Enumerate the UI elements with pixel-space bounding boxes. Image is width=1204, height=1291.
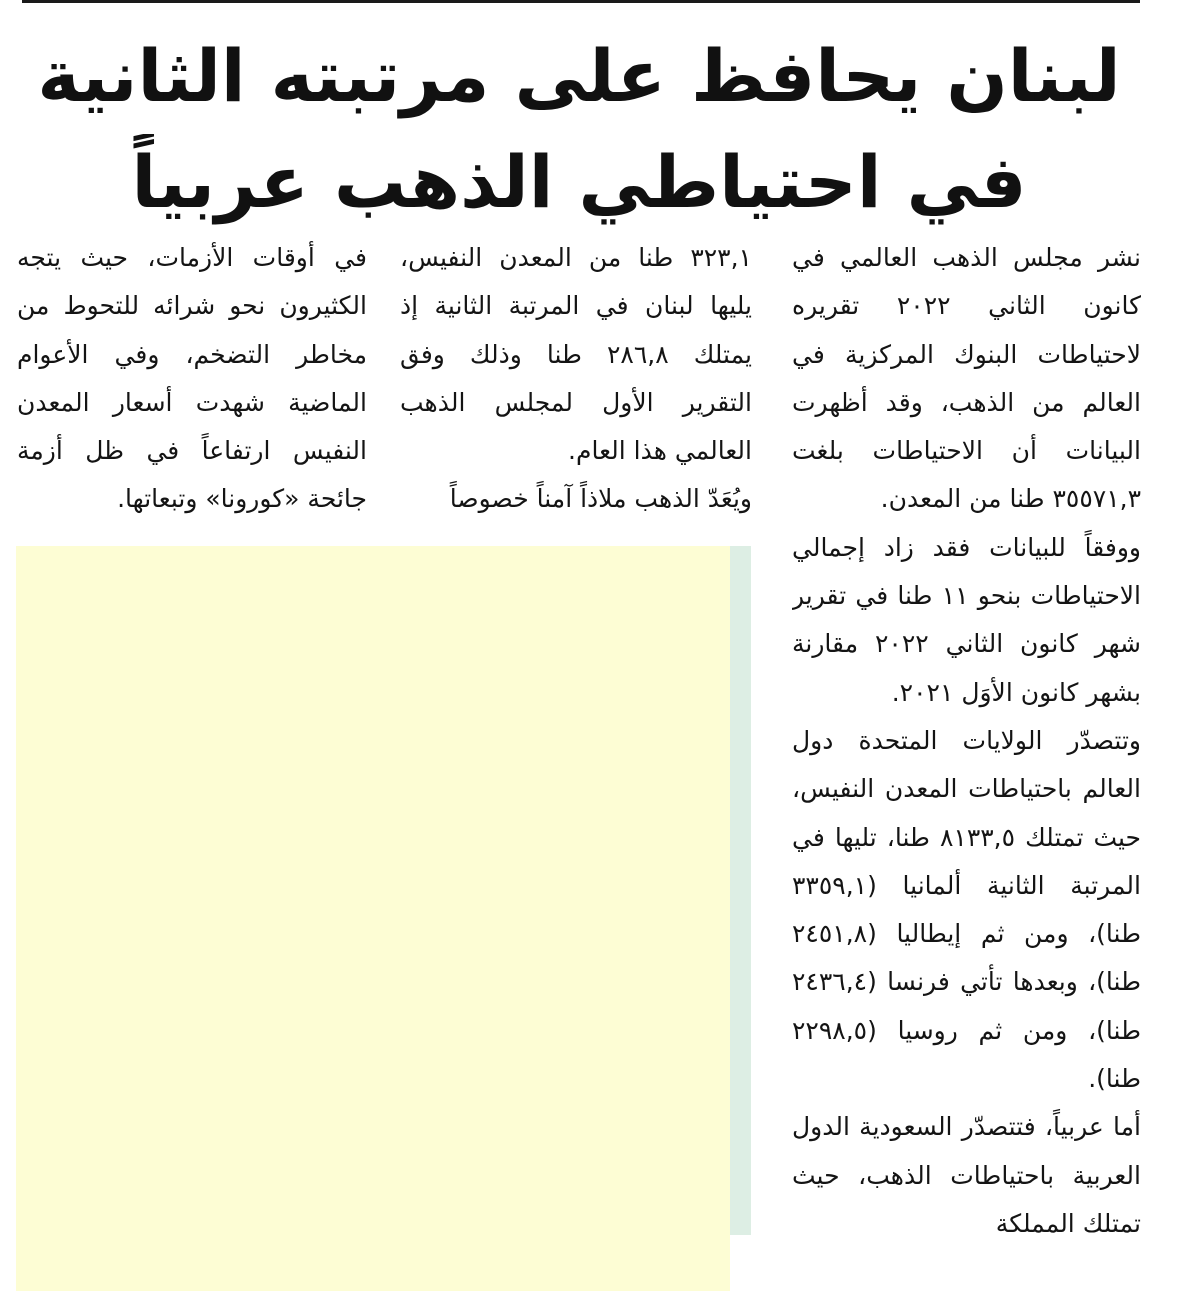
article-column-left <box>17 234 367 534</box>
headline-line-1: لبنان يحافظ على مرتبته الثانية <box>37 34 1121 118</box>
paragraph: وتتصدّر الولايات المتحدة دول العالم باحتياطات المعدن النفيس، حيث تمتلك ٨١٣٣,٥ طنا، تليها في المرتبة الثانية ألمانيا (٣٣٥٩,١ طنا)، ومن ثم إيطاليا (٢٤٥١,٨ طنا)، وبعدها تأتي فرنسا (٢٤٣٦,٤ طنا)، ومن ثم روسيا (٢٢٩٨,٥ طنا). <box>792 725 1141 1094</box>
paragraph: ٣٢٣,١ طنا من المعدن النفيس، يليها لبنان في المرتبة الثانية إذ يمتلك ٢٨٦,٨ طنا وذلك وفق التقرير الأول لمجلس الذهب العالمي هذا العام. <box>400 243 752 466</box>
article-column-middle <box>400 234 752 534</box>
paragraph: أما عربياً، فتتصدّر السعودية الدول العربية باحتياطات الذهب، حيث تمتلك المملكة <box>792 1112 1141 1238</box>
paragraph: ووفقاً للبيانات فقد زاد إجمالي الاحتياطات بنحو ١١ طنا في تقرير شهر كانون الثاني ٢٠٢٢ مقارنة بشهر كانون الأوَل ٢٠٢١. <box>792 532 1141 707</box>
top-rule <box>22 0 1140 3</box>
paragraph: في أوقات الأزمات، حيث يتجه الكثيرون نحو شرائه للتحوط من مخاطر التضخم، وفي الأعوام الماضية شهدت أسعار المعدن النفيس ارتفاعاً في ظل أزمة جائحة «كورونا» وتبعاتها. <box>17 243 367 514</box>
article-column-right <box>792 234 1141 1244</box>
photo-placeholder <box>16 546 730 1291</box>
paragraph: نشر مجلس الذهب العالمي في كانون الثاني ٢٠٢٢ تقريره لاحتياطات البنوك المركزية في العالم من الذهب، وقد أظهرت البيانات أن الاحتياطات بلغت ٣٥٥٧١,٣ طنا من المعدن. <box>792 243 1141 514</box>
headline-line-2: في احتياطي الذهب عربياً <box>131 140 1027 224</box>
paragraph: ويُعَدّ الذهب ملاذاً آمناً خصوصاً <box>449 484 752 514</box>
